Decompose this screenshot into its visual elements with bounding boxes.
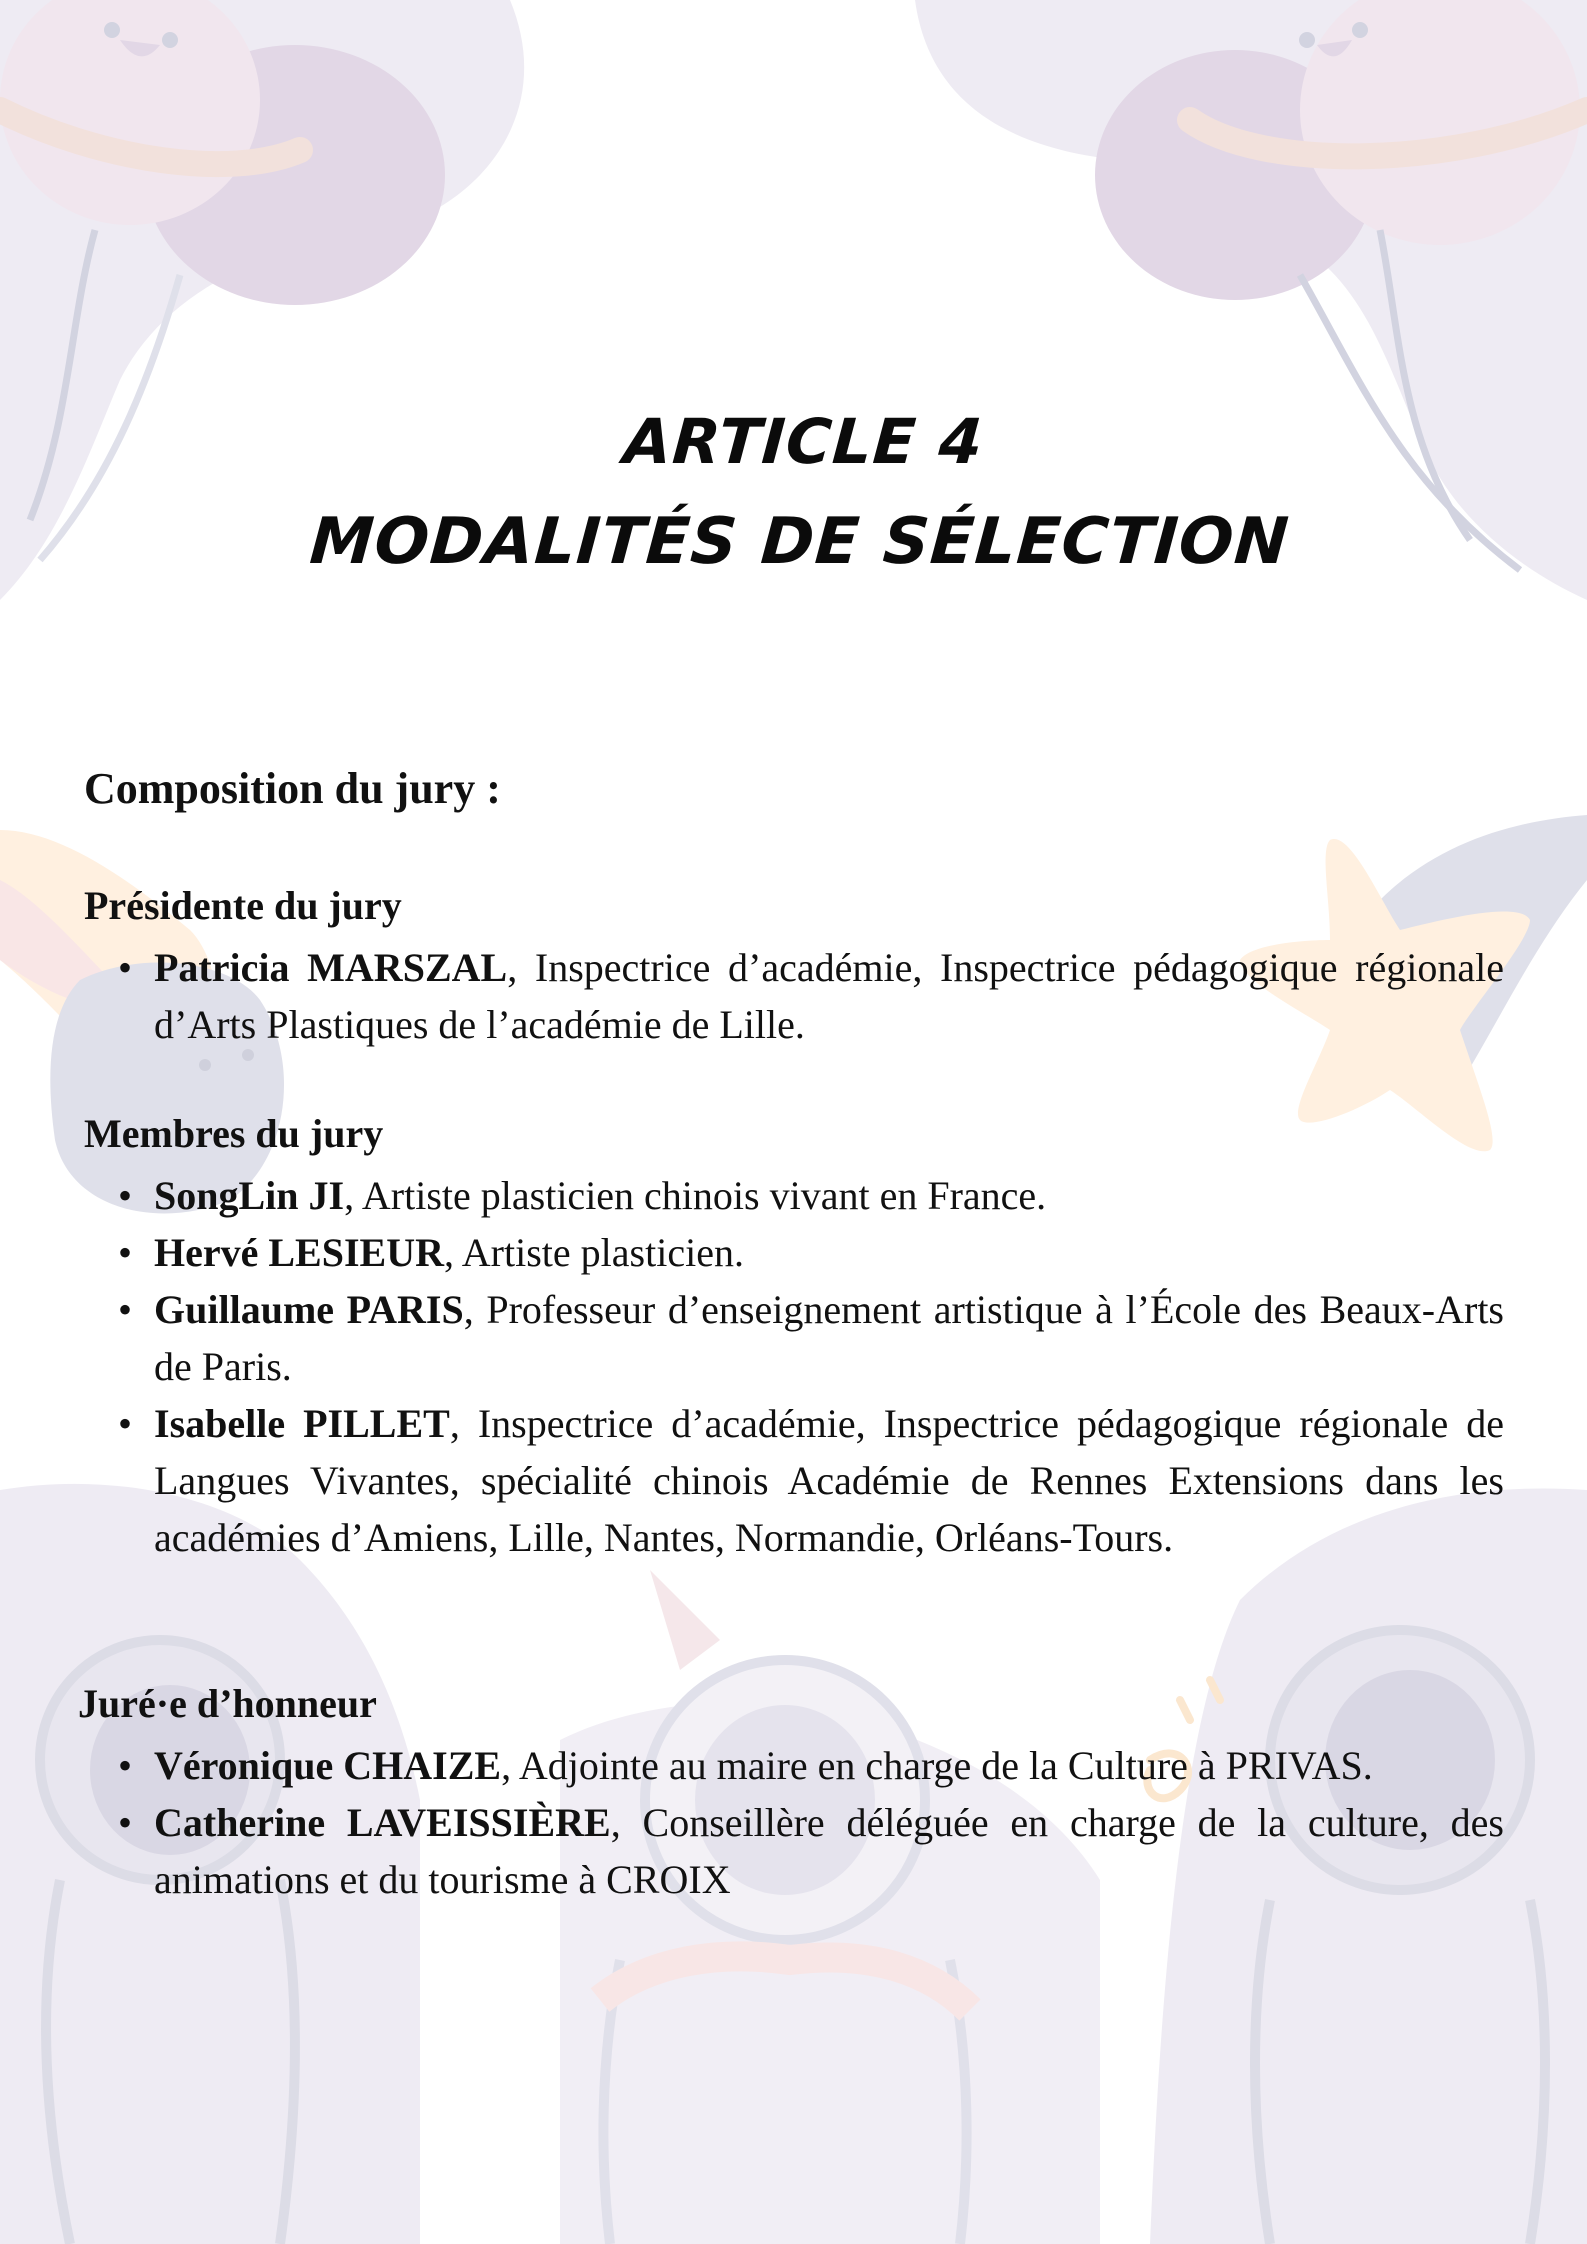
section-heading-jure-honneur: Juré·e d’honneur — [78, 1681, 377, 1726]
list-item — [84, 939, 1504, 1053]
presidente-list — [84, 939, 1504, 1053]
separator: , — [507, 945, 535, 990]
bullet-icon: • — [118, 1173, 133, 1218]
separator: , — [449, 1401, 478, 1446]
person-name: Isabelle PILLET — [154, 1401, 450, 1446]
bullet-icon: • — [118, 1230, 133, 1275]
list-item — [84, 1167, 1504, 1224]
person-name: Catherine LAVEISSIÈRE — [154, 1800, 611, 1845]
separator: , — [610, 1800, 643, 1845]
bullet-icon: • — [118, 1743, 133, 1788]
person-name: Guillaume PARIS — [154, 1287, 464, 1332]
person-role: Professeur d’enseignement artistique à l’École des Beaux-Arts de Paris. — [154, 1287, 1504, 1389]
person-role: Conseillère déléguée en charge de la culture, des animations et du tourisme à CROIX — [154, 1800, 1504, 1902]
membres-list — [84, 1167, 1504, 1566]
person-name: Hervé LESIEUR — [154, 1230, 444, 1275]
separator: , — [344, 1173, 362, 1218]
composition-heading: Composition du jury : — [84, 764, 501, 813]
separator: , — [463, 1287, 487, 1332]
list-item — [84, 1281, 1504, 1395]
list-item — [84, 1794, 1504, 1908]
section-heading-membres: Membres du jury — [84, 1111, 384, 1156]
person-name: Patricia MARSZAL — [154, 945, 508, 990]
person-name: SongLin JI — [154, 1173, 345, 1218]
section-heading-presidente: Présidente du jury — [84, 883, 402, 928]
list-item — [84, 1395, 1504, 1566]
person-role: Inspectrice d’académie, Inspectrice pédagogique régionale d’Arts Plastiques de l’académie de Lille. — [154, 945, 1504, 1047]
person-role: Adjointe au maire en charge de la Culture à PRIVAS. — [518, 1743, 1373, 1788]
separator: , — [444, 1230, 462, 1275]
bullet-icon: • — [118, 1800, 133, 1845]
separator: , — [501, 1743, 519, 1788]
list-item — [84, 1737, 1504, 1794]
article-subject-title: MODALITÉS DE SÉLECTION — [307, 505, 1292, 579]
article-number-title: ARTICLE 4 — [621, 405, 986, 478]
list-item — [84, 1224, 1504, 1281]
bullet-icon: • — [118, 1287, 133, 1332]
person-role: Artiste plasticien. — [461, 1230, 744, 1275]
bullet-icon: • — [118, 1401, 133, 1446]
bullet-icon: • — [118, 945, 133, 990]
person-name: Véronique CHAIZE — [154, 1743, 502, 1788]
person-role: Artiste plasticien chinois vivant en France. — [361, 1173, 1047, 1218]
person-role: Inspectrice d’académie, Inspectrice pédagogique régionale de Langues Vivantes, spécialité chinois Académie de Rennes Extensions dans les académies d’Amiens, Lille, Nantes, Normandie, Orléans-Tours. — [154, 1401, 1504, 1560]
jure-honneur-list — [84, 1737, 1504, 1908]
